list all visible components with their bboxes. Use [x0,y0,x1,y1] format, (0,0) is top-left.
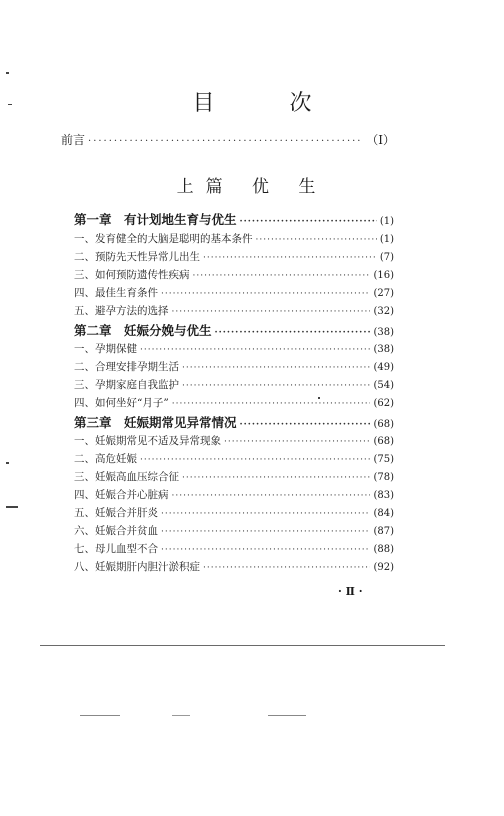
dot-leader [172,307,371,317]
toc-page-number: (16) [373,270,394,281]
dot-leader [193,271,371,281]
toc-section-label: 八、妊娠期肝内胆汁淤积症 [74,561,200,573]
dot-leader [224,437,370,447]
dot-leader [240,420,371,430]
toc-section[interactable] [74,395,394,410]
dot-leader [203,563,370,573]
toc-section[interactable] [74,505,394,520]
scan-rule [268,715,306,716]
dot-leader [240,217,377,227]
toc-section-label: 二、预防先天性异常儿出生 [74,251,200,263]
toc-section-label: 一、孕期保健 [74,343,137,355]
toc-section-label: 五、避孕方法的选择 [74,305,169,317]
dot-leader [182,363,370,373]
dot-leader [161,289,370,299]
scan-speck [8,104,12,105]
toc-section-label: 一、妊娠期常见不适及异常现象 [74,435,221,447]
toc-entry-preface[interactable] [61,131,395,148]
toc-section-label: 二、高危妊娠 [74,453,137,465]
scan-rule [172,715,190,716]
page-folio: · Ⅱ · [338,585,363,598]
toc-section-label: 四、如何坐好“月子” [74,397,169,409]
toc-section-label: 三、孕期家庭自我监护 [74,379,179,391]
toc-entry-label: 前言 [61,133,86,147]
toc-section[interactable] [74,559,394,574]
dot-leader [161,509,370,519]
toc-section[interactable] [74,249,394,264]
dot-leader [172,399,371,409]
toc-section-label: 四、最佳生育条件 [74,287,158,299]
toc-section[interactable] [74,359,394,374]
toc-section[interactable] [74,487,394,502]
toc-page-number: (78) [373,472,394,483]
toc-page-number: (49) [373,362,394,373]
toc-section-label: 五、妊娠合并肝炎 [74,507,158,519]
toc-page-number: (84) [373,508,394,519]
toc-chapter-label: 第二章 妊娠分娩与优生 [74,323,212,338]
dot-leader [161,545,370,555]
toc-chapter-label: 第一章 有计划地生育与优生 [74,212,237,227]
dot-leader [88,136,363,147]
toc-page-number: (83) [373,490,394,501]
toc-page-number: (7) [379,252,394,263]
toc-section-label: 二、合理安排孕期生活 [74,361,179,373]
toc-section[interactable] [74,523,394,538]
toc-page-number: (32) [373,306,394,317]
toc-page-number: (38) [373,344,394,355]
toc-section-label: 六、妊娠合并贫血 [74,525,158,537]
dot-leader [182,473,370,483]
toc-section[interactable] [74,541,394,556]
toc-section-label: 三、妊娠高血压综合征 [74,471,179,483]
dot-leader [182,381,370,391]
dot-leader [215,328,371,338]
page-title: 目 次 [192,91,346,116]
dot-leader [140,455,370,465]
toc-section-label: 七、母儿血型不合 [74,543,158,555]
toc-page-number: (27) [373,288,394,299]
toc-page-number: (68) [373,436,394,447]
dot-leader [161,527,370,537]
scan-rule [80,715,120,716]
toc-page-number: (54) [373,380,394,391]
dot-leader [172,491,371,501]
toc-page-number: (1) [379,216,394,227]
toc-page-number: (62) [373,398,394,409]
scan-speck [6,462,9,464]
toc-section[interactable] [74,341,394,356]
dot-leader [140,345,370,355]
toc-page-number: （Ⅰ） [366,133,395,147]
scan-rule [40,645,445,646]
dot-leader [203,253,377,263]
toc-section[interactable] [74,231,394,246]
scan-speck [6,72,9,74]
toc-section-label: 三、如何预防遗传性疾病 [74,269,190,281]
toc-page-number: (92) [373,562,394,573]
toc-page-number: (38) [373,327,394,338]
toc-page-number: (87) [373,526,394,537]
toc-chapter-1[interactable] [74,210,394,228]
toc-page-number: (1) [379,234,394,245]
toc-page-number: (68) [373,419,394,430]
toc-section[interactable] [74,285,394,300]
toc-chapter-3[interactable] [74,413,394,431]
toc-section[interactable] [74,451,394,466]
toc-section-label: 四、妊娠合并心脏病 [74,489,169,501]
toc-section[interactable] [74,469,394,484]
toc-page-number: (88) [373,544,394,555]
toc-section[interactable] [74,267,394,282]
toc-section-label: 一、发育健全的大脑是聪明的基本条件 [74,233,253,245]
scan-speck [318,397,320,399]
dot-leader [256,235,377,245]
toc-section[interactable] [74,377,394,392]
toc-page-number: (75) [373,454,394,465]
part-title: 上篇 优 生 [176,177,328,197]
toc-section[interactable] [74,433,394,448]
scan-speck [6,506,18,508]
toc-chapter-2[interactable] [74,321,394,339]
toc-chapter-label: 第三章 妊娠期常见异常情况 [74,415,237,430]
toc-section[interactable] [74,303,394,318]
